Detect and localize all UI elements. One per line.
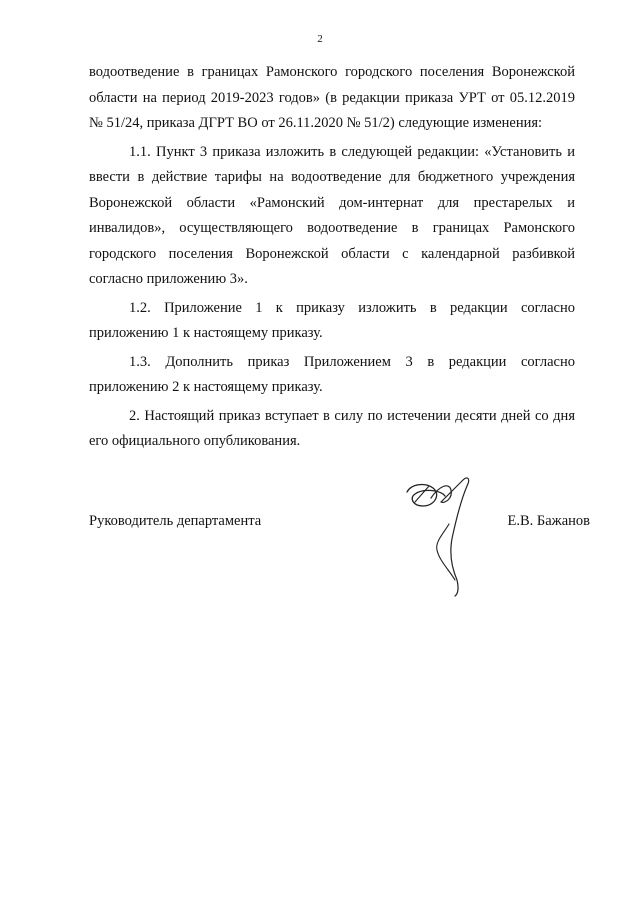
page-number: 2 [317,33,323,45]
paragraph-1-1: 1.1. Пункт 3 приказа изложить в следующей редакции: «Установить и ввести в действие тарифы на водоотведение для бюджетного учреждения Воронежской области «Рамонский дом-интернат для престарелых и инвалидов», осуществляющего водоотведение в границах Рамонского городского поселения Воронежской области с календарной разбивкой согласно приложению 3». [89,143,575,287]
signer-name: Е.В. Бажанов [507,513,590,529]
handwritten-signature-icon [401,476,491,606]
paragraph-1-3: 1.3. Дополнить приказ Приложением 3 в редакции согласно приложению 2 к настоящему приказу. [89,353,575,395]
document-body [89,60,575,455]
paragraph-intro: водоотведение в границах Рамонского городского поселения Воронежской области на период 2019-2023 годов» (в редакции приказа УРТ от 05.12.2019 № 51/24, приказа ДГРТ ВО от 26.11.2020 № 51/2) следующие изменения: [89,64,575,131]
paragraph-2: 2. Настоящий приказ вступает в силу по истечении десяти дней со дня его официального опубликования. [89,407,575,449]
signer-title: Руководитель департамента [89,513,262,529]
paragraph-1-2: 1.2. Приложение 1 к приказу изложить в редакции согласно приложению 1 к настоящему приказу. [89,299,575,341]
signature-block [89,508,590,608]
